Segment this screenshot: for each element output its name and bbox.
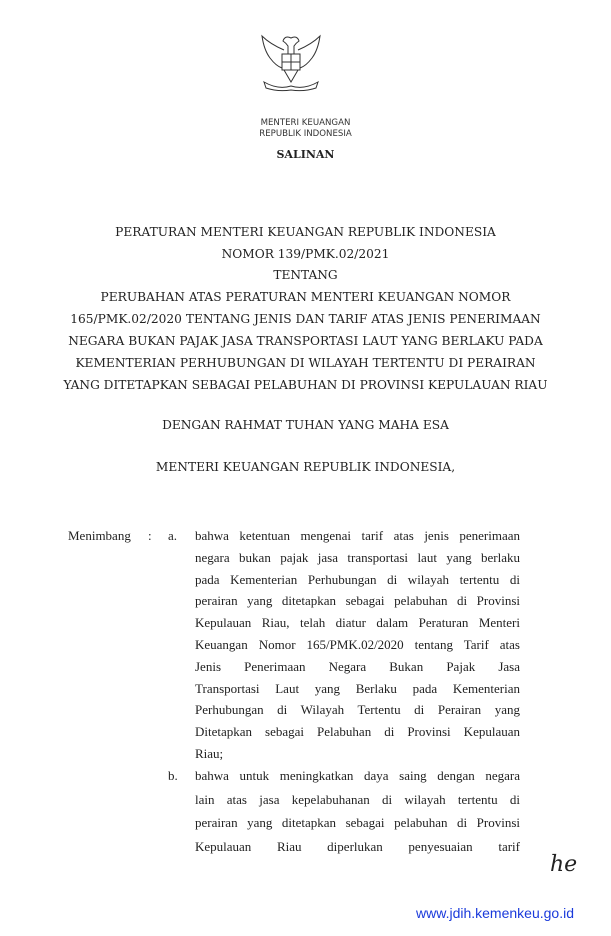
minister-line: MENTERI KEUANGAN REPUBLIK INDONESIA, (155, 460, 456, 474)
item-b-label: b. (168, 768, 178, 783)
regulation-number: NOMOR 139/PMK.02/2021 (221, 247, 390, 261)
text-line: perairan yang ditetapkan sebagai pelabuhan di Provinsi (195, 593, 520, 609)
subject-line-3: NEGARA BUKAN PAJAK JASA TRANSPORTASI LAUT YANG BERLAKU PADA (68, 334, 543, 348)
text-line: perairan yang ditetapkan sebagai pelabuhan di Provinsi (195, 815, 520, 830)
tentang-label: TENTANG (273, 268, 338, 282)
text-line: pada Kementerian Perhubungan di wilayah tertentu di (195, 571, 520, 587)
regulation-title: PERATURAN MENTERI KEUANGAN REPUBLIK INDONESIA (115, 225, 496, 239)
text-line: Riau; (195, 746, 224, 761)
subject-line-2: 165/PMK.02/2020 TENTANG JENIS DAN TARIF ATAS JENIS PENERIMAAN (70, 312, 541, 326)
text-line: lain atas jasa kepelabuhanan di wilayah tertentu di (195, 791, 520, 807)
text-line: Kepulauan Riau, telah diatur dalam Peraturan Menteri (195, 615, 520, 631)
org-line-1: MENTERI KEUANGAN (260, 118, 351, 128)
text-line: bahwa untuk meningkatkan daya saing dengan negara (195, 768, 520, 783)
text-line: Jenis Penerimaan Negara Bukan Pajak Jasa (195, 658, 520, 674)
text-line: Perhubungan di Wilayah Tertentu di Perairan yang (195, 702, 520, 718)
subject-line-1: PERUBAHAN ATAS PERATURAN MENTERI KEUANGAN NOMOR (100, 290, 511, 304)
item-a-label: a. (168, 528, 178, 543)
website-link[interactable]: www.jdih.kemenkeu.go.id (416, 905, 574, 921)
subject-line-4: KEMENTERIAN PERHUBUNGAN DI WILAYAH TERTENTU DI PERAIRAN (75, 356, 536, 370)
salinan-label: SALINAN (276, 148, 335, 161)
initials-mark: he (550, 852, 578, 877)
subject-line-5: YANG DITETAPKAN SEBAGAI PELABUHAN DI PROVINSI KEPULAUAN RIAU (63, 378, 548, 392)
text-line: Kepulauan Riau diperlukan penyesuaian tarif (195, 838, 520, 854)
menimbang-label: Menimbang (68, 528, 131, 543)
org-line-2: REPUBLIK INDONESIA (259, 129, 352, 139)
text-line: negara bukan pajak jasa transportasi laut yang berlaku (195, 549, 520, 565)
colon: : (148, 528, 152, 543)
garuda-emblem-icon (258, 32, 324, 94)
text-line: Ditetapkan sebagai Pelabuhan di Provinsi Kepulauan (195, 724, 520, 740)
text-line: Keuangan Nomor 165/PMK.02/2020 tentang Tarif atas (195, 637, 520, 652)
text-line: Transportasi Laut yang Berlaku pada Kementerian (195, 680, 520, 696)
invocation: DENGAN RAHMAT TUHAN YANG MAHA ESA (162, 418, 449, 432)
text-line: bahwa ketentuan mengenai tarif atas jenis penerimaan (195, 528, 520, 543)
